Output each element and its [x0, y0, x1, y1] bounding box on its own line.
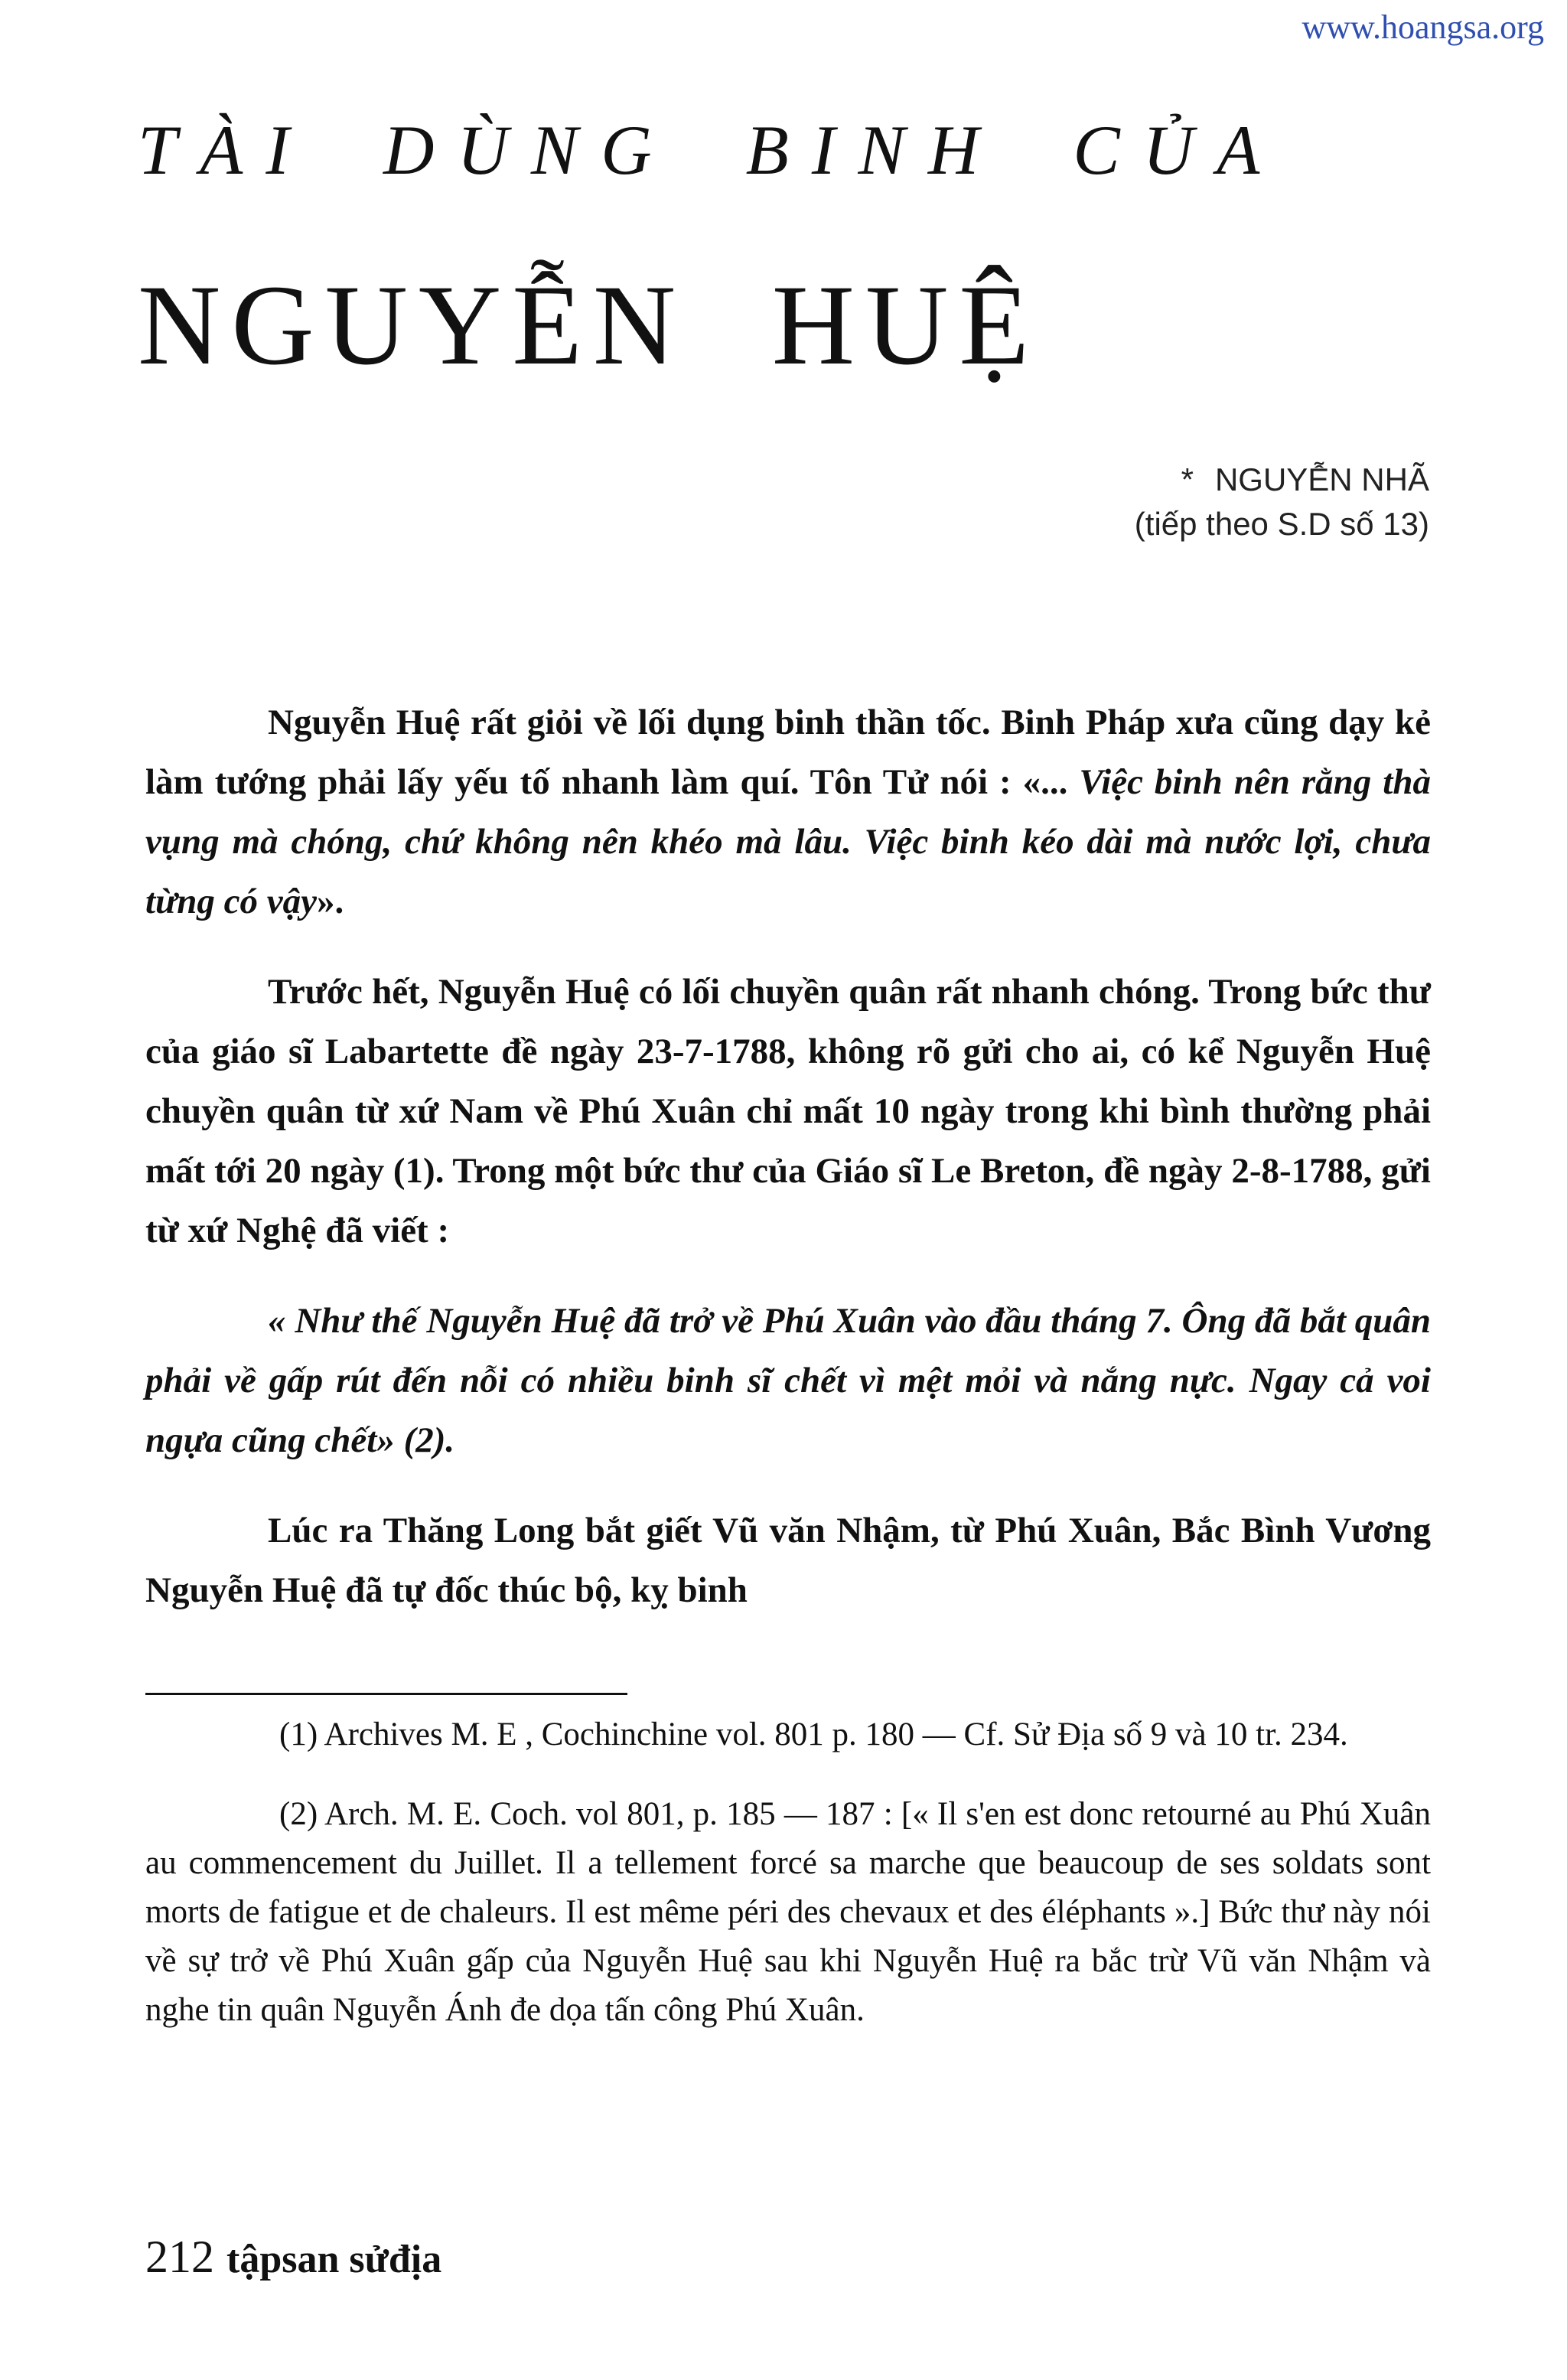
author-name: NGUYỄN NHÃ	[1214, 461, 1429, 497]
footnote-1: (1) Archives M. E , Cochinchine vol. 801 p. 180 — Cf. Sử Địa số 9 và 10 tr. 234.	[279, 1717, 1348, 1752]
publication-name: tậpsan sửđịa	[226, 2238, 442, 2281]
paragraph-1	[145, 693, 1431, 931]
page-number: 212	[145, 2232, 214, 2282]
watermark-url[interactable]: www.hoangsa.org	[1301, 8, 1544, 46]
footnote-divider	[145, 1693, 627, 1695]
footnote-2: (2) Arch. M. E. Coch. vol 801, p. 185 — 187 : [« Il s'en est donc retourné au Phú Xuân au commencement du Juillet. Il a tellement forcé sa marche que beaucoup de ses soldats sont morts de fatigue et de chaleurs. Il est même péri des chevaux et des éléphants ».] Bức thư này nói về sự trở về Phú Xuân gấp của Nguyễn Huệ sau khi Nguyễn Huệ ra bắc trừ Vũ văn Nhậm và nghe tin quân Nguyễn Ánh đe dọa tấn công Phú Xuân.	[145, 1796, 1431, 2028]
star-icon: *	[1181, 461, 1194, 497]
article-title-line1: TÀI DÙNG BINH CỦA	[138, 111, 1283, 189]
paragraph-1-end: ».	[316, 882, 344, 921]
article-title-line2: NGUYỄN HUỆ	[138, 262, 1041, 389]
byline	[1135, 458, 1429, 546]
paragraph-1-text: Nguyễn Huệ rất giỏi về lối dụng binh thần tốc. Binh Pháp xưa cũng dạy kẻ làm tướng phải lấy yếu tố nhanh làm quí. Tôn Tử nói : «...	[145, 703, 1431, 802]
author-line	[1135, 458, 1429, 502]
article-body	[145, 693, 1431, 1651]
page-footer	[145, 2231, 441, 2284]
paragraph-1-quote: Việc binh nên rằng thà vụng mà chóng, chứ không nên khéo mà lâu. Việc binh kéo dài mà nước lợi, chưa từng có vậy	[145, 762, 1431, 921]
paragraph-4: Lúc ra Thăng Long bắt giết Vũ văn Nhậm, từ Phú Xuân, Bắc Bình Vương Nguyễn Huệ đã tự đốc thúc bộ, kỵ binh	[145, 1511, 1431, 1610]
paragraph-3-quote: « Như thế Nguyễn Huệ đã trở về Phú Xuân vào đầu tháng 7. Ông đã bắt quân phải về gấp rút đến nỗi có nhiều binh sĩ chết vì mệt mỏi và nắng nực. Ngay cả voi ngựa cũng chết» (2).	[145, 1301, 1431, 1460]
paragraph-2: Trước hết, Nguyễn Huệ có lối chuyền quân rất nhanh chóng. Trong bức thư của giáo sĩ Labartette đề ngày 23-7-1788, không rõ gửi cho ai, có kể Nguyễn Huệ chuyền quân từ xứ Nam về Phú Xuân chỉ mất 10 ngày trong khi bình thường phải mất tới 20 ngày (1). Trong một bức thư của Giáo sĩ Le Breton, đề ngày 2-8-1788, gửi từ xứ Nghệ đã viết :	[145, 972, 1431, 1250]
footnotes	[145, 1710, 1431, 2065]
continuation-note: (tiếp theo S.D số 13)	[1134, 506, 1429, 542]
